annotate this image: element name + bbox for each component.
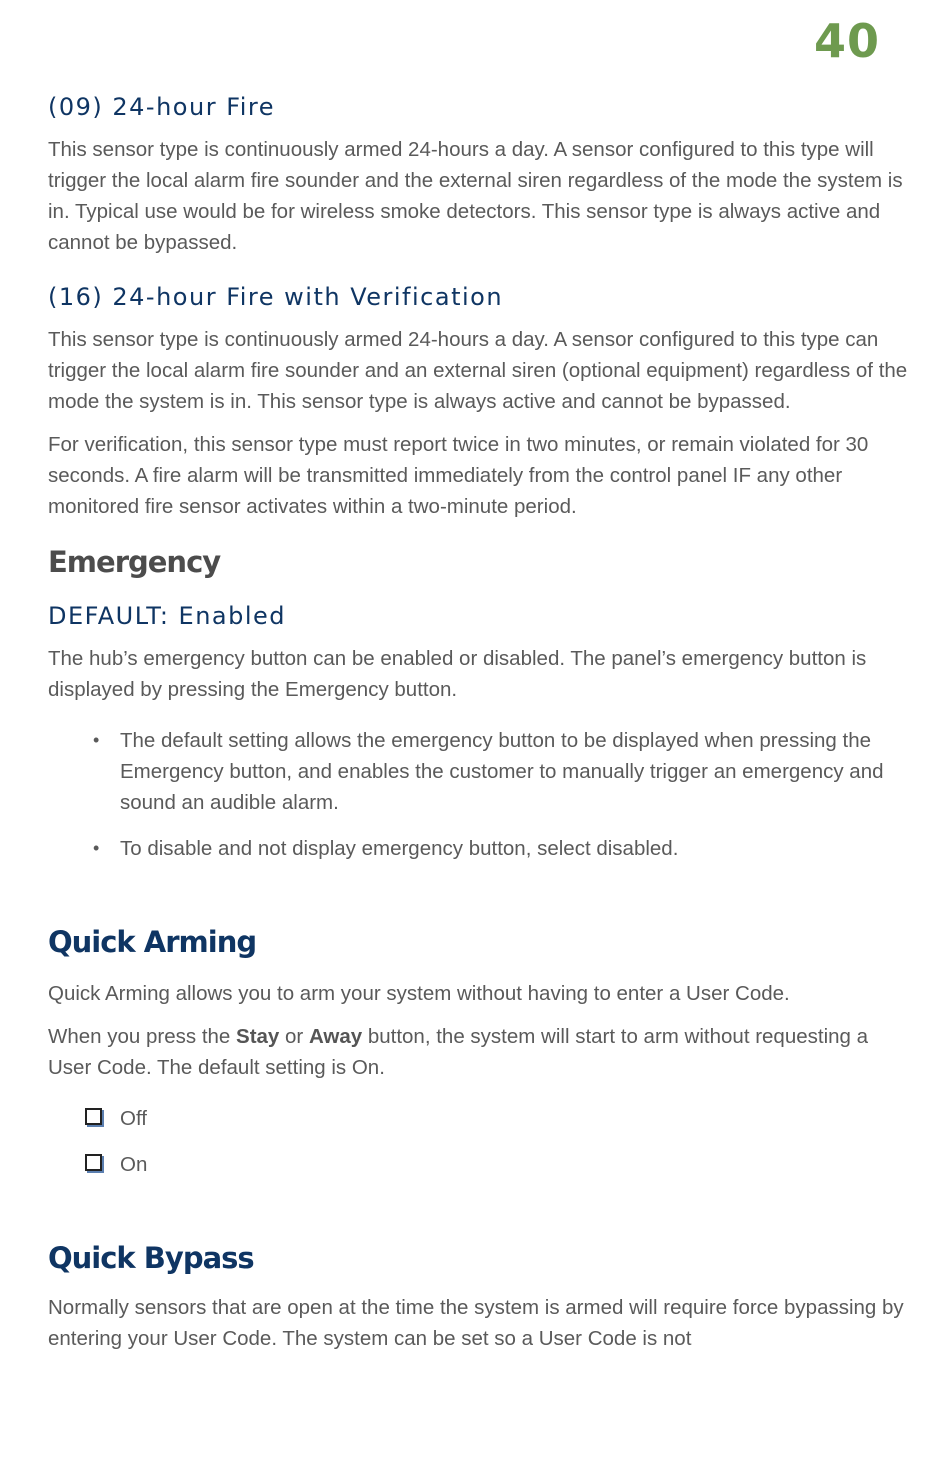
page-number: 40 (813, 14, 880, 68)
page-content (48, 90, 910, 1366)
checkbox-icon (85, 1108, 102, 1125)
stay-keyword: Stay (236, 1025, 280, 1048)
option-off: Off (48, 1103, 910, 1134)
section-title-quick-bypass: Quick Bypass (48, 1241, 254, 1275)
paragraph-quick-bypass: Normally sensors that are open at the time the system is armed will require force bypassing by entering your User Code. The system can be set so a User Code is not (48, 1296, 904, 1350)
paragraph-fire-verification-1: This sensor type is continuously armed 24-hours a day. A sensor configured to this type can trigger the local alarm fire sounder and an external siren (optional equipment) regardless of the mode the system is in. This sensor type is always active and cannot be bypassed. (48, 328, 908, 413)
emergency-default-label: DEFAULT: Enabled (48, 602, 287, 630)
bullet-icon: • (93, 730, 100, 750)
paragraph-emergency: The hub’s emergency button can be enabled or disabled. The panel’s emergency button is displayed by pressing the Emergency button. (48, 647, 867, 701)
checkbox-icon (85, 1154, 102, 1171)
list-item: • The default setting allows the emergency button to be displayed when pressing the Emergency button, and enables the customer to manually trigger an emergency and sound an audible alarm. (48, 725, 910, 818)
list-item: • To disable and not display emergency button, select disabled. (48, 833, 910, 864)
quick-arming-options (48, 1103, 910, 1180)
paragraph-quick-arming-1: Quick Arming allows you to arm your system without having to enter a User Code. (48, 982, 790, 1005)
paragraph-quick-arming-2: When you press the Stay or Away button, the system will start to arm without requesting a User Code. The default setting is On. (48, 1025, 869, 1079)
emergency-bullet-list (48, 725, 910, 864)
option-on: On (48, 1149, 910, 1180)
heading-24hour-fire: (09) 24-hour Fire (48, 93, 276, 121)
bullet-icon: • (93, 838, 100, 858)
away-keyword: Away (308, 1025, 363, 1048)
heading-24hour-fire-verification: (16) 24-hour Fire with Verification (48, 283, 504, 311)
paragraph-fire-verification-2: For verification, this sensor type must report twice in two minutes, or remain violated for 30 seconds. A fire alarm will be transmitted immediately from the control panel IF any other monitored fire sensor activates within a two-minute period. (48, 433, 869, 518)
section-title-emergency: Emergency (48, 545, 221, 579)
paragraph-24hour-fire: This sensor type is continuously armed 24-hours a day. A sensor configured to this type will trigger the local alarm fire sounder and the external siren regardless of the mode the system is in. Typical use would be for wireless smoke detectors. This sensor type is always active and cannot be bypassed. (48, 138, 903, 254)
section-title-quick-arming: Quick Arming (48, 925, 257, 959)
